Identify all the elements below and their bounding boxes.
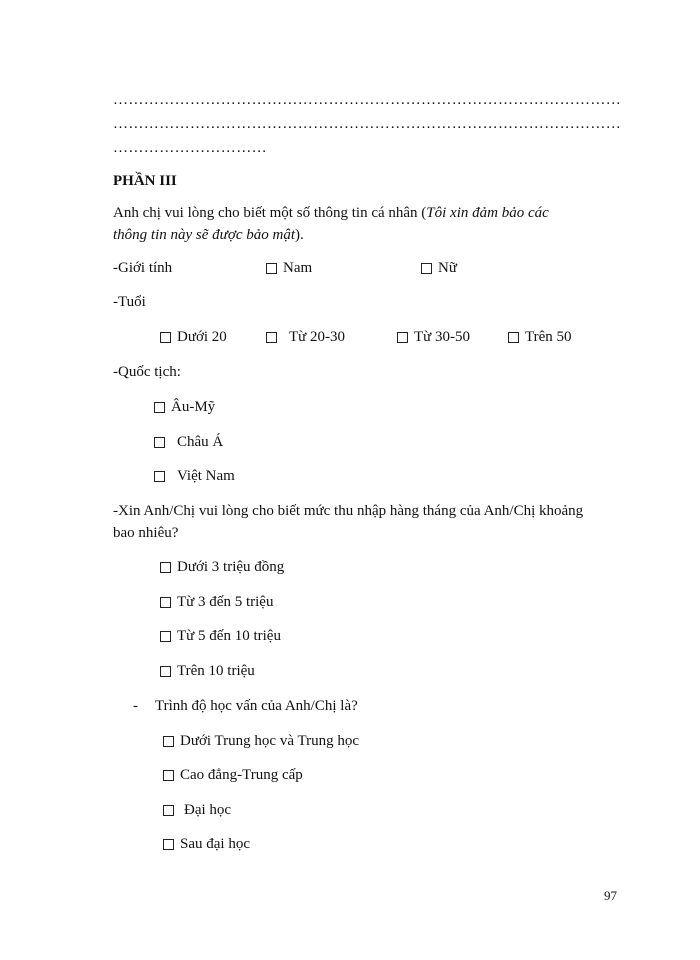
income-option-5-10m[interactable] <box>160 627 281 645</box>
age-option-30-50[interactable] <box>397 328 470 346</box>
intro-line-2 <box>113 226 304 244</box>
option-label: Từ 5 đến 10 triệu <box>177 628 281 644</box>
option-label: Từ 3 đến 5 triệu <box>177 594 274 610</box>
option-label: Cao đẳng-Trung cấp <box>180 767 303 783</box>
intro-text: Anh chị vui lòng cho biết một số thông tin cá nhân ( <box>113 205 427 221</box>
option-label: Châu Á <box>177 434 224 450</box>
intro-italic-2: thông tin này sẽ được bảo mật <box>113 227 295 243</box>
checkbox[interactable] <box>154 471 165 482</box>
checkbox[interactable] <box>421 263 432 274</box>
checkbox[interactable] <box>163 770 174 781</box>
checkbox[interactable] <box>160 597 171 608</box>
option-label: Đại học <box>184 802 232 818</box>
checkbox[interactable] <box>160 631 171 642</box>
education-option-postgraduate[interactable] <box>163 835 250 853</box>
income-question-line-2: bao nhiêu? <box>113 525 179 541</box>
nationality-option-asia[interactable] <box>154 433 223 451</box>
answer-line-1: ……………………………………………………………………………………… <box>113 92 622 108</box>
checkbox[interactable] <box>163 736 174 747</box>
checkbox[interactable] <box>154 402 165 413</box>
checkbox[interactable] <box>266 263 277 274</box>
nationality-option-vietnam[interactable] <box>154 467 235 485</box>
checkbox[interactable] <box>160 666 171 677</box>
option-label: Âu-Mỹ <box>171 399 216 415</box>
option-label: Trên 50 <box>525 329 572 345</box>
option-label: Từ 20-30 <box>289 329 346 345</box>
gender-label: -Giới tính <box>113 260 173 276</box>
age-label: -Tuổi <box>113 294 146 310</box>
page-number: 97 <box>604 888 617 903</box>
education-question: Trình độ học vấn của Anh/Chị là? <box>155 698 358 714</box>
option-label: Dưới 20 <box>177 329 227 345</box>
option-label: Dưới 3 triệu đồng <box>177 559 285 575</box>
checkbox[interactable] <box>397 332 408 343</box>
education-bullet: - <box>133 698 138 714</box>
age-option-20-30[interactable] <box>266 328 345 346</box>
checkbox[interactable] <box>163 839 174 850</box>
option-label: Trên 10 triệu <box>177 663 255 679</box>
option-label: Nữ <box>438 260 457 276</box>
checkbox[interactable] <box>163 805 174 816</box>
checkbox[interactable] <box>266 332 277 343</box>
section-title: PHẦN III <box>113 173 177 189</box>
answer-line-2: ……………………………………………………………………………………… <box>113 116 622 132</box>
education-option-high-school[interactable] <box>163 732 359 750</box>
intro-end: ). <box>295 227 304 243</box>
age-option-over-50[interactable] <box>508 328 572 346</box>
education-option-college[interactable] <box>163 766 303 784</box>
option-label: Dưới Trung học và Trung học <box>180 733 360 749</box>
option-label: Việt Nam <box>177 468 235 484</box>
income-option-3-5m[interactable] <box>160 593 273 611</box>
checkbox[interactable] <box>160 562 171 573</box>
gender-option-nam[interactable] <box>266 259 312 277</box>
age-option-under-20[interactable] <box>160 328 227 346</box>
nationality-option-europe-america[interactable] <box>154 398 215 416</box>
education-option-university[interactable] <box>163 801 231 819</box>
intro-line-1 <box>113 204 549 222</box>
checkbox[interactable] <box>160 332 171 343</box>
income-option-under-3m[interactable] <box>160 558 284 576</box>
income-question-line-1: -Xin Anh/Chị vui lòng cho biết mức thu nhập hàng tháng của Anh/Chị khoảng <box>113 503 584 519</box>
income-option-over-10m[interactable] <box>160 662 255 680</box>
nationality-label: -Quốc tịch: <box>113 364 181 380</box>
intro-italic-1: Tôi xin đảm bảo các <box>426 205 549 221</box>
option-label: Sau đại học <box>180 836 250 852</box>
gender-option-nu[interactable] <box>421 259 457 277</box>
option-label: Nam <box>283 260 313 276</box>
checkbox[interactable] <box>508 332 519 343</box>
option-label: Từ 30-50 <box>414 329 471 345</box>
checkbox[interactable] <box>154 437 165 448</box>
answer-line-3: ………………………… <box>113 140 267 156</box>
